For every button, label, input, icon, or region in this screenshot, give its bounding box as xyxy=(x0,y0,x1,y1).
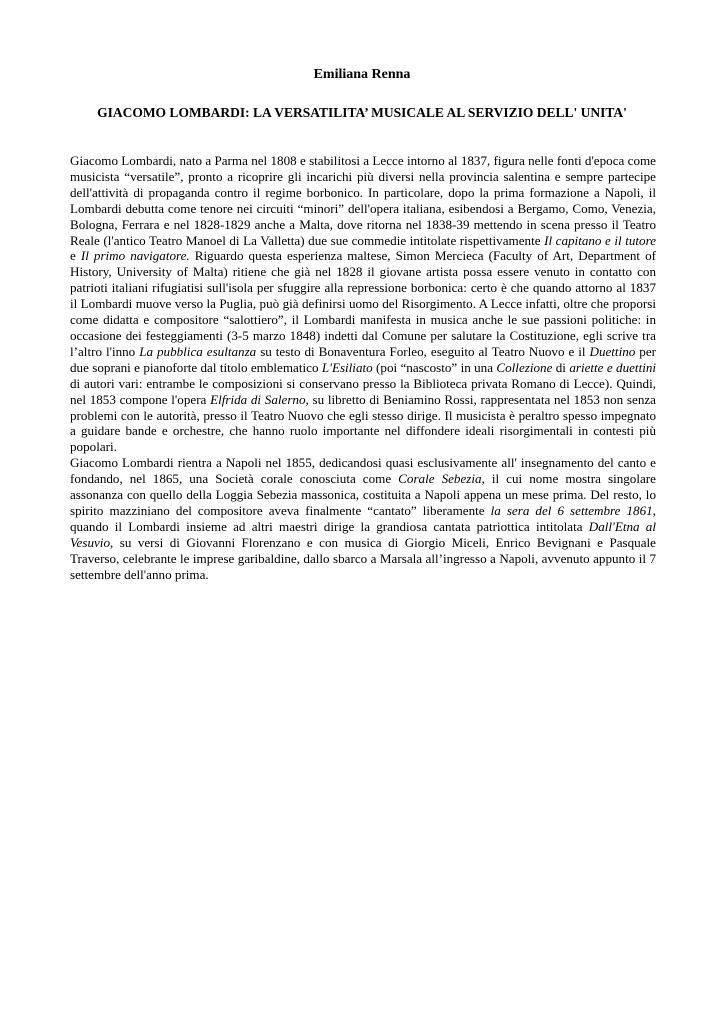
body-text xyxy=(70,153,656,582)
italic-title: L'Esiliato xyxy=(321,359,373,375)
author-name: Emiliana Renna xyxy=(313,67,411,82)
italic-title: Il capitano e il tutore xyxy=(544,232,657,248)
text-run: Riguardo questa esperienza maltese, Simon Mercieca (Faculty of Art, Department of History, University of Malta) ritiene che già nel 1828 il giovane artista possa essere venuto in contatto con patrioti italiani rifugiatisi sull'isola per sfuggire alla repressione borbonica: certo è che quando attorno al 1837 il Lombardi muove verso la Puglia, può già definirsi uomo del Risorgimento. A Lecce infatti, oltre che proporsi come didatta e compositore “salottiero”, il Lombardi manifesta in musica anche le sue passioni politiche: in occasione dei festeggiamenti (3-5 marzo 1848) indetti dal Comune per salutare la Costituzione, egli scrive tra l’altro l'inno xyxy=(70,248,656,359)
paragraph-2 xyxy=(70,455,656,582)
text-run: Giacomo Lombardi rientra a Napoli nel 1855, dedicandosi quasi esclusivamente all' insegnamento del canto e fondando, nel 1865, una Società corale conosciuta come xyxy=(70,455,656,487)
italic-title: Collezione xyxy=(496,359,553,375)
italic-title: la sera del 6 settembre 1861 xyxy=(490,502,653,518)
italic-title: La pubblica esultanza xyxy=(139,343,257,359)
text-run: di autori vari: entrambe le composizioni si conservano presso la Biblioteca privata Romano di Lecce). Quindi, nel 1853 compone l'opera xyxy=(70,375,656,407)
text-run: (poi “nascosto” in una xyxy=(372,359,497,375)
paragraph-1 xyxy=(70,153,656,455)
text-run: Giacomo Lombardi, nato a Parma nel 1808 e stabilitosi a Lecce intorno al 1837, figura nelle fonti d'epoca come musicista “versatile”, pronto a ricoprire gli incarichi più diversi nella provincia salentina e sempre partecipe dell'attività di propaganda contro il regime borbonico. In particolare, dopo la prima formazione a Napoli, il Lombardi debutta come tenore nei circuiti “minori” dell'opera italiana, esibendosi a Bergamo, Como, Venezia, Bologna, Ferrara e nel 1828-1829 anche a Malta, dove ritorna nel 1838-39 mettendo in scena presso il Teatro Reale (l'antico Teatro Manoel di La Valletta) due sue commedie intitolate rispettivamente xyxy=(70,153,656,248)
italic-title: Il primo navigatore. xyxy=(80,248,190,264)
text-run: su testo di Bonaventura Forleo, eseguito al Teatro Nuovo e il xyxy=(256,343,590,359)
italic-title: ariette e duettini xyxy=(569,359,657,375)
document-title: GIACOMO LOMBARDI: LA VERSATILITA’ MUSICALE AL SERVIZIO DELL' UNITA' xyxy=(97,105,627,120)
text-run: e xyxy=(70,248,81,264)
text-run: , su versi di Giovanni Florenzano e con musica di Giorgio Miceli, Enrico Bevignani e Pasquale Traverso, celebrante le imprese garibaldine, dallo sbarco a Marsala all’ingresso a Napoli, avvenuto appunto il 7 settembre dell'anno prima. xyxy=(70,534,656,582)
text-run: , il cui nome mostra singolare assonanza con quello della Loggia Sebezia massonica, costituita a Napoli appena un mese prima. Del resto, lo spirito mazziniano del compositore aveva finalmente “cantato” liberamente xyxy=(70,471,656,518)
italic-title: Elfrida di Salerno xyxy=(210,391,306,407)
italic-title: Corale Sebezia xyxy=(398,471,482,487)
italic-title: Duettino xyxy=(589,343,636,359)
text-run: di xyxy=(552,359,570,375)
text-run: , su libretto di Beniamino Rossi, rappresentata nel 1853 non senza problemi con le autorità, presso il Teatro Nuovo che egli stesso dirige. Il musicista è peraltro spesso impegnato a guidare bande e orchestre, che hanno ruolo importante nel diffondere ideali risorgimentali in contesti più popolari. xyxy=(70,391,656,455)
italic-title: Dall'Etna al Vesuvio xyxy=(70,518,656,550)
text-run: , quando il Lombardi insieme ad altri maestri dirige la grandiosa cantata patriottica intitolata xyxy=(70,502,656,534)
text-run: per due soprani e pianoforte dal titolo emblematico xyxy=(70,343,656,375)
